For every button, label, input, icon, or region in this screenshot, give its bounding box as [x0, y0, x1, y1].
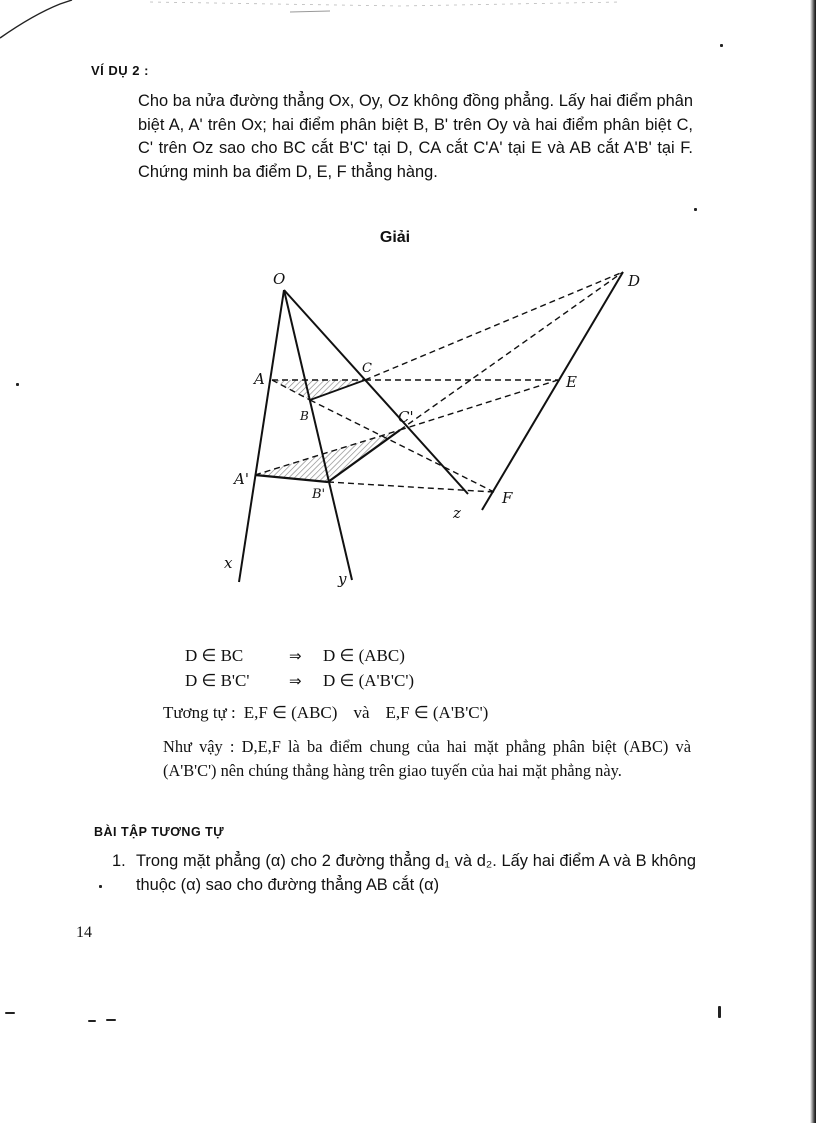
scan-stroke [0, 0, 816, 40]
similarly-statement-a: E,F ∈ (ABC) [243, 703, 338, 722]
ray-ox [239, 290, 284, 582]
scan-speck [99, 885, 102, 888]
label-b: B [300, 409, 309, 423]
problem-statement: Cho ba nửa đường thẳng Ox, Oy, Oz không đồng phẳng. Lấy hai điểm phân biệt A, A' trên Ox; hai điểm phân biệt B, B' trên Oy và hai điểm phân biệt C, C' trên Oz sao cho BC cắt B'C' tại D, CA cắt C'A' tại E và AB cắt A'B' tại F. Chứng minh ba điểm D, E, F thẳng hàng. [138, 92, 693, 181]
similarly-label: Tương tự : [163, 703, 236, 722]
similarly-line [163, 703, 488, 723]
exercise-text: Trong mặt phẳng (α) cho 2 đường thẳng d₁ và d₂. Lấy hai điểm A và B không thuộc (α) sao cho đường thẳng AB cắt (α) [136, 852, 696, 894]
label-y: y [338, 570, 347, 588]
implies-arrow-1: ⇒ [289, 649, 302, 665]
geometry-figure [210, 262, 660, 602]
implication-1-result: D ∈ (ABC) [323, 646, 405, 665]
scan-speck [694, 208, 697, 211]
label-a-prime: A' [234, 470, 249, 488]
exercise-number: 1. [112, 852, 126, 870]
exercises-heading: BÀI TẬP TƯƠNG TỰ [94, 825, 225, 839]
label-d: D [628, 272, 641, 290]
label-f: F [502, 489, 513, 507]
ray-oy [284, 290, 352, 580]
solution-heading: Giải [379, 229, 411, 246]
implication-2-result: D ∈ (A'B'C') [323, 671, 415, 690]
scan-speck [88, 1020, 96, 1022]
scan-speck [5, 1012, 15, 1014]
label-c: C [362, 361, 372, 376]
implication-2-premise: D ∈ B'C' [185, 671, 250, 690]
conclusion-paragraph: Như vậy : D,E,F là ba điểm chung của hai mặt phẳng phân biệt (ABC) và (A'B'C') nên chúng thẳng hàng trên giao tuyến của hai mặt phẳng này. [163, 737, 691, 780]
line-a-prime-b-prime-to-f [328, 482, 494, 492]
label-a: A [254, 370, 265, 388]
scan-edge [810, 0, 816, 1123]
scan-speck [720, 44, 723, 47]
implication-line-1 [185, 646, 405, 666]
implies-arrow-2: ⇒ [289, 674, 302, 690]
implication-line-2 [185, 671, 414, 691]
similarly-conjunction: và [353, 703, 370, 722]
label-e: E [566, 373, 577, 391]
label-x: x [224, 554, 233, 572]
label-o: O [273, 270, 286, 288]
line-def [482, 272, 623, 510]
scan-speck [106, 1019, 116, 1021]
implication-1-premise: D ∈ BC [185, 646, 244, 665]
scan-speck [16, 383, 19, 386]
similarly-statement-b: E,F ∈ (A'B'C') [385, 703, 489, 722]
page-number: 14 [76, 924, 92, 941]
label-b-prime: B' [312, 487, 326, 502]
exercise-item-1 [112, 849, 697, 894]
example-label: VÍ DỤ 2 : [91, 63, 149, 78]
label-c-prime: C' [398, 408, 414, 426]
scan-speck [718, 1006, 721, 1018]
label-z: z [453, 504, 461, 522]
